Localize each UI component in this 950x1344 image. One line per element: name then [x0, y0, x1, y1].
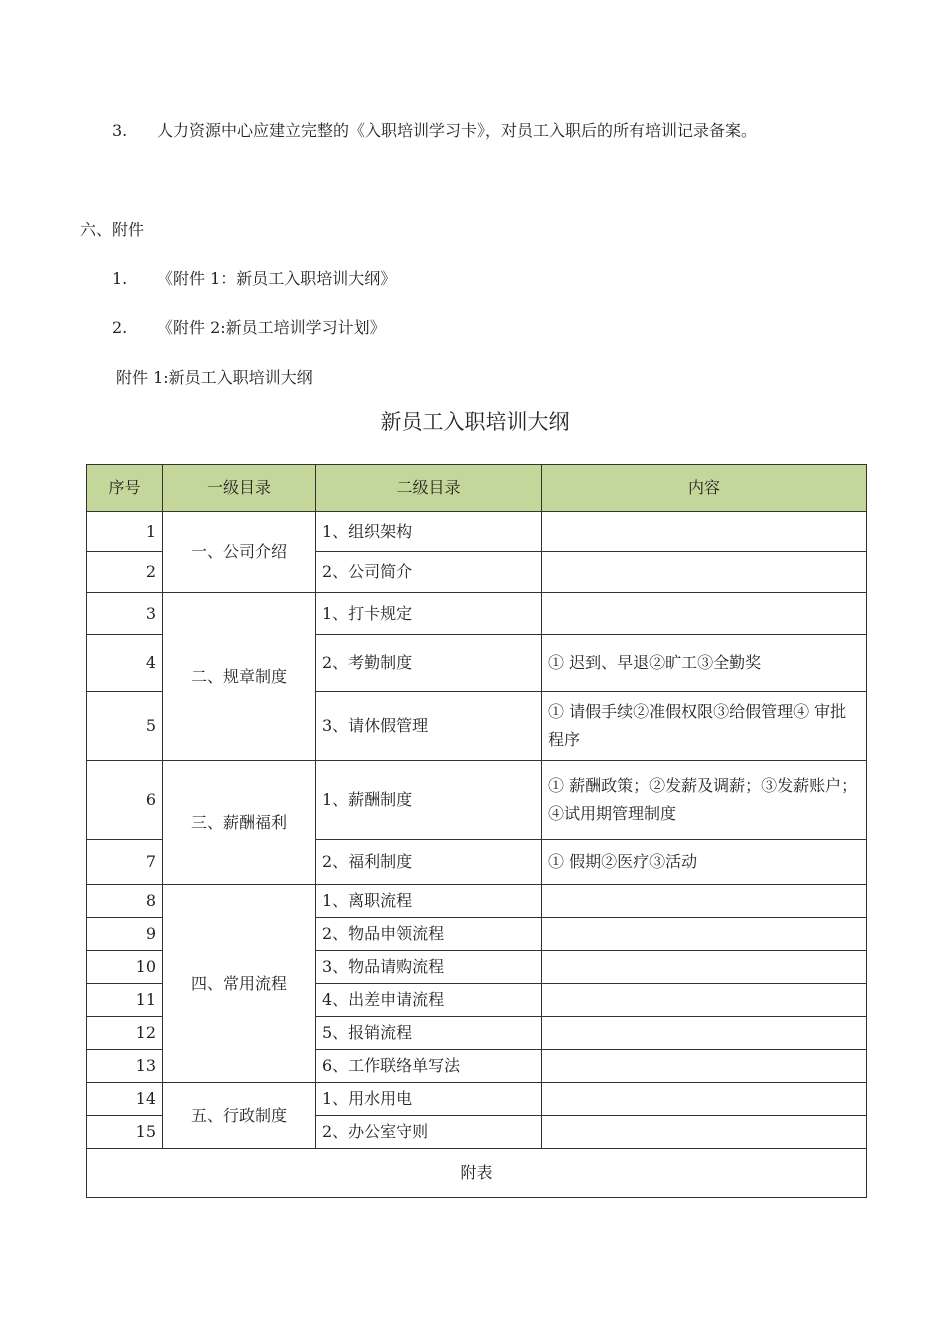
- table-row: [87, 593, 867, 635]
- row-seq: 9: [87, 918, 163, 951]
- level2-item: 2、办公室守则: [316, 1116, 542, 1149]
- column-header-level2: 二级目录: [316, 465, 542, 512]
- row-content: [542, 1050, 867, 1083]
- row-content: [542, 1116, 867, 1149]
- row-content: [542, 1017, 867, 1050]
- level1-category: 五、行政制度: [163, 1083, 316, 1149]
- row-seq: 3: [87, 593, 163, 635]
- table-footer-row: [87, 1149, 867, 1198]
- row-seq: 10: [87, 951, 163, 984]
- row-content: ① 迟到、早退②旷工③全勤奖: [542, 635, 867, 692]
- row-seq: 15: [87, 1116, 163, 1149]
- row-content: [542, 918, 867, 951]
- table-row: [87, 885, 867, 918]
- level2-item: 1、薪酬制度: [316, 761, 542, 840]
- level1-category: 一、公司介绍: [163, 512, 316, 593]
- level2-item: 2、物品申领流程: [316, 918, 542, 951]
- level2-item: 2、考勤制度: [316, 635, 542, 692]
- column-header-content: 内容: [542, 465, 867, 512]
- appendix-label: 附表: [87, 1149, 867, 1198]
- paragraph-text: 人力资源中心应建立完整的《入职培训学习卡》，对员工入职后的所有培训记录备案。: [157, 121, 758, 140]
- level2-item: 1、用水用电: [316, 1083, 542, 1116]
- row-content: [542, 885, 867, 918]
- attachment-item: 《附件 2:新员工培训学习计划》: [157, 318, 386, 337]
- list-number: 1.: [112, 269, 128, 288]
- column-header-level1: 一级目录: [163, 465, 316, 512]
- row-content: [542, 593, 867, 635]
- attachment-item: 《附件 1：新员工入职培训大纲》: [157, 269, 397, 288]
- row-content: ① 薪酬政策；②发薪及调薪；③发薪账户；④试用期管理制度: [542, 761, 867, 840]
- row-seq: 7: [87, 840, 163, 885]
- row-seq: 8: [87, 885, 163, 918]
- level2-item: 4、出差申请流程: [316, 984, 542, 1017]
- table-header-row: [87, 465, 867, 512]
- level2-item: 2、公司简介: [316, 552, 542, 593]
- list-number: 2.: [112, 318, 128, 337]
- row-seq: 4: [87, 635, 163, 692]
- table-row: [87, 761, 867, 840]
- level2-item: 1、打卡规定: [316, 593, 542, 635]
- row-content: [542, 984, 867, 1017]
- row-seq: 12: [87, 1017, 163, 1050]
- level2-item: 3、请休假管理: [316, 692, 542, 761]
- document-title: 新员工入职培训大纲: [380, 410, 570, 434]
- list-number: 3.: [112, 121, 128, 140]
- row-seq: 1: [87, 512, 163, 552]
- level2-item: 1、组织架构: [316, 512, 542, 552]
- column-header-seq: 序号: [87, 465, 163, 512]
- row-content: [542, 552, 867, 593]
- row-seq: 14: [87, 1083, 163, 1116]
- row-seq: 13: [87, 1050, 163, 1083]
- section-heading: 六、附件: [80, 220, 145, 239]
- table-row: [87, 1083, 867, 1116]
- row-content: ① 请假手续②准假权限③给假管理④ 审批程序: [542, 692, 867, 761]
- table-row: [87, 512, 867, 552]
- row-seq: 5: [87, 692, 163, 761]
- row-content: ① 假期②医疗③活动: [542, 840, 867, 885]
- level1-category: 二、规章制度: [163, 593, 316, 761]
- row-content: [542, 512, 867, 552]
- level1-category: 三、薪酬福利: [163, 761, 316, 885]
- attachment-label: 附件 1:新员工入职培训大纲: [116, 368, 313, 387]
- row-content: [542, 951, 867, 984]
- level2-item: 6、工作联络单写法: [316, 1050, 542, 1083]
- level2-item: 3、物品请购流程: [316, 951, 542, 984]
- level1-category: 四、常用流程: [163, 885, 316, 1083]
- level2-item: 2、福利制度: [316, 840, 542, 885]
- row-seq: 6: [87, 761, 163, 840]
- row-seq: 11: [87, 984, 163, 1017]
- row-seq: 2: [87, 552, 163, 593]
- level2-item: 5、报销流程: [316, 1017, 542, 1050]
- level2-item: 1、离职流程: [316, 885, 542, 918]
- row-content: [542, 1083, 867, 1116]
- training-outline-table: [86, 464, 867, 1198]
